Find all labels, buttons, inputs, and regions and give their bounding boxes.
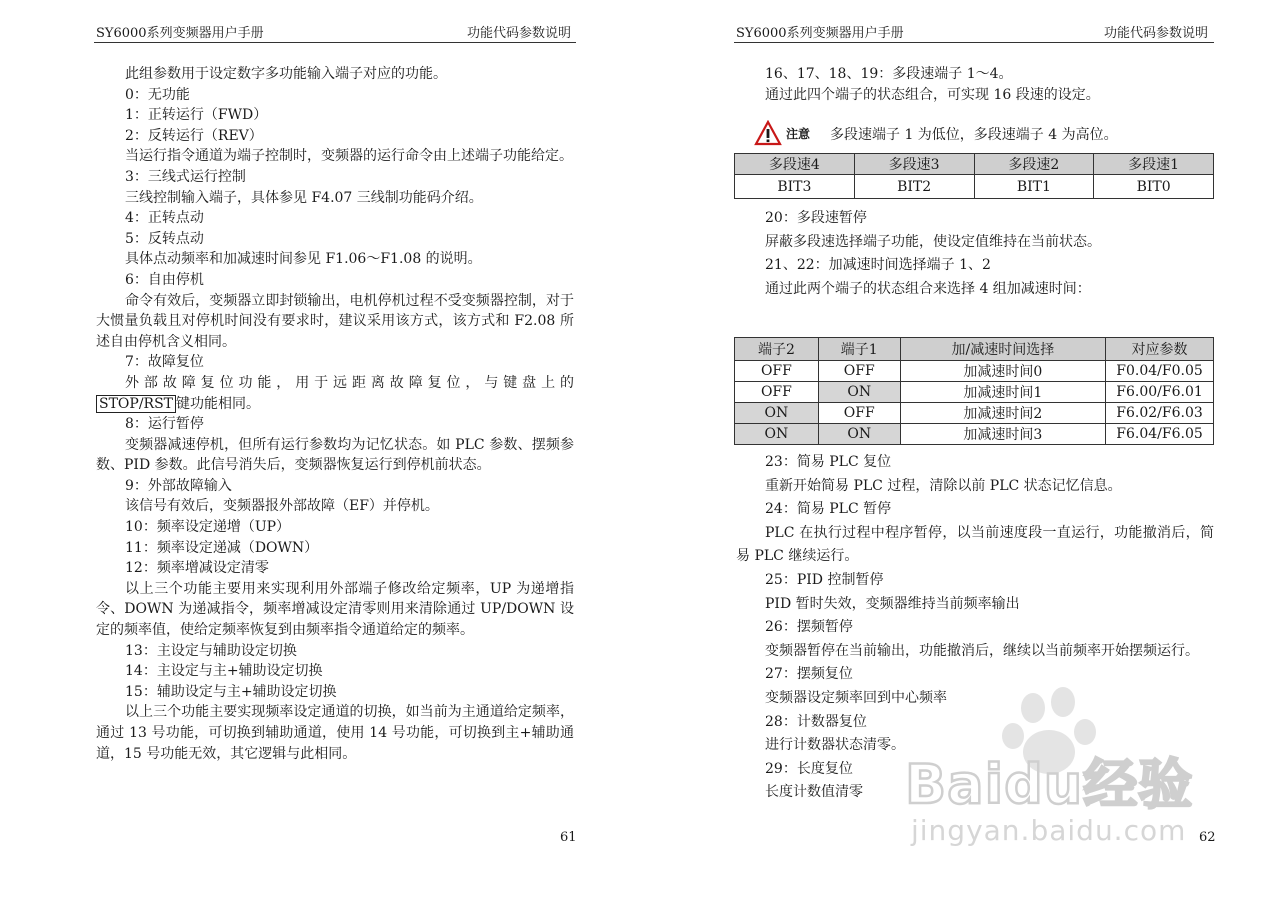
table-cell: 加减速时间1 bbox=[900, 382, 1105, 403]
list-item: 14：主设定与主+辅助设定切换 bbox=[125, 663, 323, 680]
list-item: 20：多段速暂停 bbox=[765, 210, 867, 226]
paragraph: 变频器设定频率回到中心频率 bbox=[765, 689, 947, 706]
list-item: 29：长度复位 bbox=[765, 760, 853, 777]
stop-rst-key: STOP/RST bbox=[96, 395, 176, 413]
table-cell: OFF bbox=[818, 361, 900, 382]
table-header-cell: 多段速1 bbox=[1094, 154, 1214, 175]
list-item: 10：频率设定递增（UP） bbox=[125, 519, 291, 536]
watermark-brand: Baidu经验 bbox=[905, 753, 1194, 816]
page-number: 62 bbox=[1199, 830, 1216, 845]
table-header-row bbox=[735, 338, 1214, 361]
list-item: 26：摆频暂停 bbox=[765, 619, 853, 636]
accel-decel-table bbox=[734, 337, 1214, 445]
list-item: 3：三线式运行控制 bbox=[125, 168, 246, 185]
table-header-cell: 多段速2 bbox=[974, 154, 1094, 175]
paragraph: 该信号有效后，变频器报外部故障（EF）并停机。 bbox=[125, 498, 439, 515]
note-text: 多段速端子 1 为低位，多段速端子 4 为高位。 bbox=[830, 127, 1118, 143]
list-item: 6：自由停机 bbox=[125, 271, 204, 288]
paragraph-continued bbox=[96, 394, 574, 415]
table-cell: ON bbox=[735, 403, 819, 424]
table-header-cell: 加/减速时间选择 bbox=[900, 338, 1105, 361]
table-header-cell: 端子1 bbox=[818, 338, 900, 361]
list-item: 28：计数器复位 bbox=[765, 713, 867, 730]
paragraph: 变频器暂停在当前输出，功能撤消后，继续以当前频率开始摆频运行。 bbox=[765, 642, 1199, 659]
list-item: 12：频率增减设定清零 bbox=[125, 560, 269, 577]
paragraph: 三线控制输入端子，具体参见 F4.07 三线制功能码介绍。 bbox=[125, 189, 483, 206]
table-row bbox=[735, 424, 1214, 445]
paragraph: 以上三个功能主要用来实现利用外部端子修改给定频率，UP 为递增指令、DOWN 为递减指令，频率增减设定清零则用来清除通过 UP/DOWN 设定的频率值，使给定频率恢复到由频率指令通道给定的频率。 bbox=[96, 580, 574, 639]
table-cell: BIT3 bbox=[735, 175, 855, 199]
header-section-title: 功能代码参数说明 bbox=[467, 26, 572, 41]
table-row bbox=[735, 361, 1214, 382]
warning-icon bbox=[754, 120, 782, 146]
list-item: 24：简易 PLC 暂停 bbox=[765, 501, 892, 518]
table-header-cell: 对应参数 bbox=[1106, 338, 1214, 361]
table-cell: F6.00/F6.01 bbox=[1106, 382, 1214, 403]
table-cell: BIT2 bbox=[854, 175, 974, 199]
header-manual-title: SY6000系列变频器用户手册 bbox=[96, 26, 264, 41]
paragraph: 以上三个功能主要实现频率设定通道的切换，如当前为主通道给定频率，通过 13 号功能，可切换到辅助通道，使用 14 号功能，可切换到主+辅助通道，15 号功能无效，其它逻辑与此相同。 bbox=[96, 704, 574, 762]
list-item: 13：主设定与辅助设定切换 bbox=[125, 642, 297, 659]
table-cell: 加减速时间2 bbox=[900, 403, 1105, 424]
table-cell: BIT1 bbox=[974, 175, 1094, 199]
list-item: 27：摆频复位 bbox=[765, 666, 853, 683]
left-body bbox=[96, 64, 574, 764]
paragraph-tail: 键功能相同。 bbox=[176, 395, 261, 412]
note-callout bbox=[754, 120, 1214, 148]
list-item: 4：正转点动 bbox=[125, 210, 204, 227]
table-cell: F6.02/F6.03 bbox=[1106, 403, 1214, 424]
list-item: 8：运行暂停 bbox=[125, 416, 204, 433]
list-item: 21、22：加减速时间选择端子 1、2 bbox=[765, 257, 991, 274]
table-cell: ON bbox=[818, 424, 900, 445]
table-header-cell: 端子2 bbox=[735, 338, 819, 361]
header-rule bbox=[94, 42, 576, 43]
paragraph: 进行计数器状态清零。 bbox=[765, 737, 905, 754]
list-item: 9：外部故障输入 bbox=[125, 477, 232, 494]
paragraph: 外部故障复位功能，用于远距离故障复位，与键盘上的 bbox=[125, 374, 574, 391]
table-cell: ON bbox=[818, 382, 900, 403]
paragraph: 变频器减速停机，但所有运行参数均为记忆状态。如 PLC 参数、摆频参数、PID 参数。此信号消失后，变频器恢复运行到停机前状态。 bbox=[96, 436, 574, 474]
paragraph: 长度计数值清零 bbox=[765, 784, 863, 801]
list-item: 23：简易 PLC 复位 bbox=[765, 454, 892, 470]
paragraph: PID 暂时失效，变频器维持当前频率输出 bbox=[765, 595, 1020, 612]
table-header-cell: 多段速3 bbox=[854, 154, 974, 175]
paragraph: 通过此四个端子的状态组合，可实现 16 段速的设定。 bbox=[765, 86, 1100, 103]
paragraph: 通过此两个端子的状态组合来选择 4 组加减速时间： bbox=[765, 280, 1091, 297]
paragraph: 此组参数用于设定数字多功能输入端子对应的功能。 bbox=[125, 66, 447, 82]
table-header-cell: 多段速4 bbox=[735, 154, 855, 175]
list-item: 5：反转点动 bbox=[125, 230, 204, 247]
table-cell: OFF bbox=[735, 382, 819, 403]
table-cell: 加减速时间0 bbox=[900, 361, 1105, 382]
paragraph: 屏蔽多段速选择端子功能，使设定值维持在当前状态。 bbox=[765, 233, 1101, 250]
list-item: 25：PID 控制暂停 bbox=[765, 571, 884, 588]
table-row bbox=[735, 382, 1214, 403]
table-header-row bbox=[735, 154, 1214, 175]
list-item: 15：辅助设定与主+辅助设定切换 bbox=[125, 683, 337, 700]
list-item: 2：反转运行（REV） bbox=[125, 127, 263, 144]
table-cell: F6.04/F6.05 bbox=[1106, 424, 1214, 445]
list-item: 16、17、18、19：多段速端子 1～4。 bbox=[765, 66, 1013, 82]
table-row bbox=[735, 403, 1214, 424]
header-section-title: 功能代码参数说明 bbox=[1104, 26, 1209, 41]
table-cell: OFF bbox=[818, 403, 900, 424]
note-label: 注意 bbox=[786, 127, 811, 141]
table-cell: 加减速时间3 bbox=[900, 424, 1105, 445]
page-number: 61 bbox=[560, 830, 577, 845]
table-cell: OFF bbox=[735, 361, 819, 382]
baidu-watermark bbox=[905, 720, 1245, 860]
table-cell: F0.04/F0.05 bbox=[1106, 361, 1214, 382]
watermark-site: jingyan.baidu.com bbox=[911, 814, 1187, 847]
paragraph: 命令有效后，变频器立即封锁输出，电机停机过程不受变频器控制，对于大惯量负载且对停机时间没有要求时，建议采用该方式，该方式和 F2.08 所述自由停机含义相同。 bbox=[96, 292, 574, 350]
header-manual-title: SY6000系列变频器用户手册 bbox=[736, 26, 904, 41]
list-item: 11：频率设定递减（DOWN） bbox=[125, 539, 319, 556]
right-body-b bbox=[736, 208, 1214, 299]
paragraph: PLC 在执行过程中程序暂停，以当前速度段一直运行，功能撤消后，简易 PLC 继续运行。 bbox=[736, 524, 1214, 565]
list-item: 7：故障复位 bbox=[125, 354, 204, 371]
header-rule bbox=[734, 42, 1214, 43]
paragraph: 具体点动频率和加减速时间参见 F1.06～F1.08 的说明。 bbox=[125, 251, 482, 268]
right-body-a bbox=[736, 64, 1214, 105]
list-item: 1：正转运行（FWD） bbox=[125, 107, 268, 124]
multi-speed-table bbox=[734, 153, 1214, 199]
paragraph: 当运行指令通道为端子控制时，变频器的运行命令由上述端子功能给定。 bbox=[125, 148, 573, 165]
paragraph: 重新开始简易 PLC 过程，清除以前 PLC 状态记忆信息。 bbox=[765, 477, 1122, 494]
table-row bbox=[735, 175, 1214, 199]
list-item: 0：无功能 bbox=[125, 86, 190, 103]
table-cell: ON bbox=[735, 424, 819, 445]
table-cell: BIT0 bbox=[1094, 175, 1214, 199]
